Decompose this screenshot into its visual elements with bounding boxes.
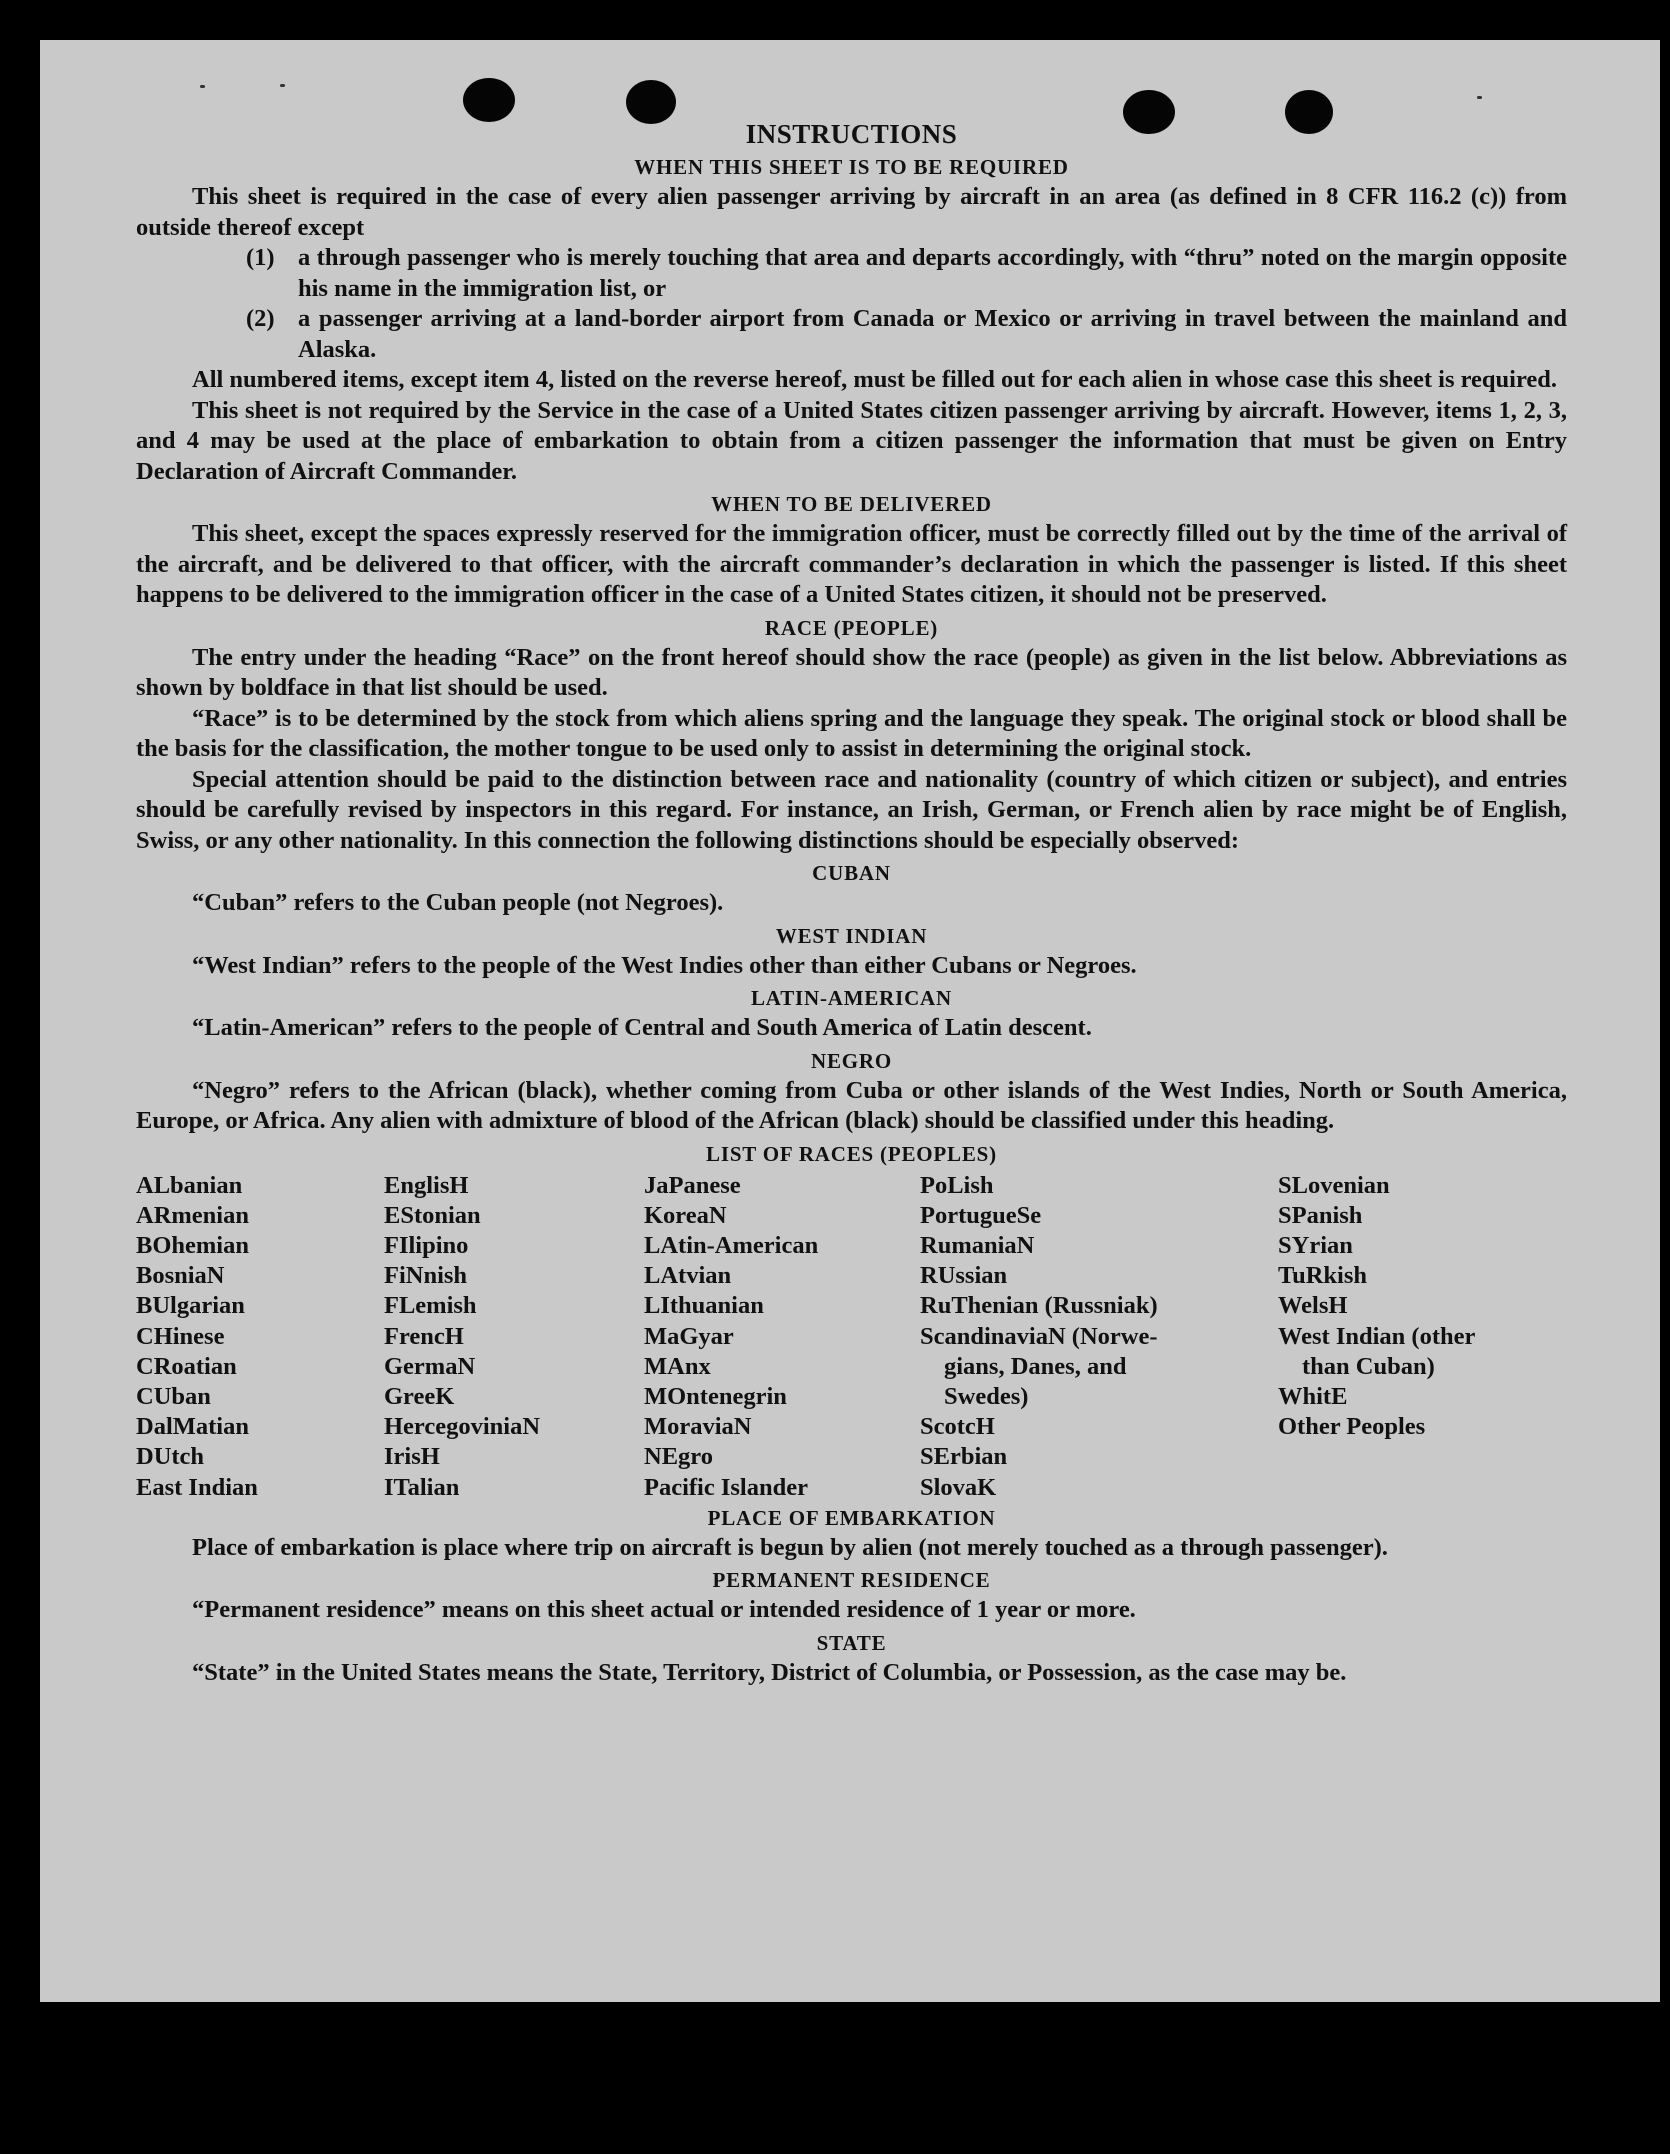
race-item: East Indian (136, 1473, 258, 1501)
race-item: MaGyar (644, 1322, 734, 1350)
race-item: PoLish (920, 1171, 994, 1199)
race-item: FiNnish (384, 1262, 468, 1290)
races-column (1278, 1171, 1475, 1443)
race-item: FrencH (384, 1322, 464, 1350)
races-column (384, 1171, 540, 1503)
race-item: BUlgarian (136, 1292, 245, 1320)
race-item: CUban (136, 1382, 211, 1410)
dust-speck (200, 85, 205, 88)
race-item: GermaN (384, 1352, 476, 1380)
race-item: CHinese (136, 1322, 225, 1350)
list-item (246, 304, 1567, 365)
paragraph: This sheet is required in the case of every alien passenger arriving by aircraft in an area (as defined in 8 CFR 116.2 (c)) from outside thereof except (136, 183, 1567, 241)
races-column (644, 1171, 818, 1503)
race-item: ScotcH (920, 1413, 995, 1441)
race-item: West Indian (other (1278, 1322, 1476, 1350)
race-item: IrisH (384, 1443, 440, 1471)
heading-cuban: CUBAN (812, 861, 891, 885)
paragraph: Special attention should be paid to the distinction between race and nationality (country of which citizen or subject), and entries should be carefully revised by inspectors in this regard. For instance, an Irish, German, or French alien by race might be of English, Swiss, or any other nationality. In this connection the following distinctions should be especially observed: (136, 765, 1567, 854)
page-title: INSTRUCTIONS (745, 119, 958, 149)
item-text: a through passenger who is merely touching that area and departs accordingly, with “thru” noted on the margin opposite his name in the immigration list, or (298, 244, 1567, 302)
race-item: NEgro (644, 1443, 713, 1471)
race-item: CRoatian (136, 1352, 237, 1380)
race-item: EnglisH (384, 1171, 469, 1199)
heading-permanent-residence: PERMANENT RESIDENCE (712, 1568, 991, 1592)
instructions-text (136, 118, 1567, 1688)
paragraph: “West Indian” refers to the people of the West Indies other than either Cubans or Negroes. (192, 951, 1137, 979)
paragraph: “Negro” refers to the African (black), whether coming from Cuba or other islands of the West Indies, North or South America, Europe, or Africa. Any alien with admixture of blood of the African (black) should be classified under this heading. (136, 1076, 1567, 1134)
item-number: (1) (246, 244, 275, 271)
punch-hole (463, 78, 515, 122)
heading-race: RACE (PEOPLE) (764, 615, 939, 640)
race-item: ITalian (384, 1473, 460, 1501)
race-item: SYrian (1278, 1231, 1353, 1259)
race-item: RUssian (920, 1262, 1008, 1290)
heading-list-of-races: LIST OF RACES (PEOPLES) (706, 1141, 997, 1166)
race-item: WhitE (1278, 1382, 1348, 1410)
race-item: RumaniaN (920, 1231, 1035, 1259)
race-item: JaPanese (644, 1171, 741, 1199)
paragraph: All numbered items, except item 4, listed on the reverse hereof, must be filled out for each alien in whose case this sheet is required. (192, 366, 1558, 393)
race-item: Swedes) (944, 1382, 1029, 1410)
race-item: TuRkish (1278, 1262, 1368, 1290)
item-text: a passenger arriving at a land-border airport from Canada or Mexico or arriving in travel between the mainland and Alaska. (298, 305, 1567, 363)
race-item: PortugueSe (920, 1201, 1042, 1229)
race-item: MoraviaN (644, 1413, 752, 1441)
race-item: DalMatian (136, 1413, 249, 1441)
heading-negro: NEGRO (810, 1048, 892, 1073)
paragraph: “Cuban” refers to the Cuban people (not Negroes). (192, 889, 724, 916)
races-list (136, 1171, 1567, 1501)
race-item: ALbanian (136, 1171, 243, 1199)
heading-state: STATE (816, 1630, 887, 1655)
heading-when-delivered: WHEN TO BE DELIVERED (711, 492, 992, 516)
paragraph: This sheet, except the spaces expressly reserved for the immigration officer, must be correctly filled out by the time of the arrival of the aircraft, and be delivered to that officer, with the aircraft commander’s declaration in which the passenger is listed. If this sheet happens to be delivered to the immigration officer in the case of a United States citizen, it should not be preserved. (136, 520, 1567, 608)
heading-place-of-embarkation: PLACE OF EMBARKATION (707, 1505, 996, 1530)
document-sheet (40, 40, 1660, 2002)
race-item: ScandinaviaN (Norwe- (920, 1322, 1158, 1350)
race-item: KoreaN (644, 1201, 727, 1229)
race-item: Pacific Islander (644, 1473, 808, 1501)
heading-west-indian: WEST INDIAN (775, 923, 928, 948)
race-item: EStonian (384, 1201, 481, 1229)
races-column (136, 1171, 258, 1503)
race-item: than Cuban) (1302, 1352, 1435, 1380)
list-item (246, 243, 1567, 304)
paragraph: “Race” is to be determined by the stock from which aliens spring and the language they speak. The original stock or blood shall be the basis for the classification, the mother tongue to be used only to assist in determining the original stock. (136, 704, 1567, 762)
paragraph: “Latin-American” refers to the people of Central and South America of Latin descent. (192, 1014, 1092, 1041)
race-item: DUtch (136, 1443, 205, 1471)
races-column (920, 1171, 1158, 1503)
race-item: FLemish (384, 1292, 477, 1320)
paragraph: The entry under the heading “Race” on the front hereof should show the race (people) as given in the list below. Abbreviations as shown by boldface in that list should be used. (136, 643, 1567, 701)
paragraph: This sheet is not required by the Service in the case of a United States citizen passenger arriving by aircraft. However, items 1, 2, 3, and 4 may be used at the place of embarkation to obtain from a citizen passenger the information that must be given on Entry Declaration of Aircraft Commander. (136, 396, 1567, 485)
race-item: SErbian (920, 1443, 1008, 1471)
race-item: GreeK (384, 1382, 455, 1410)
item-number: (2) (246, 305, 275, 332)
race-item: LAtvian (644, 1262, 732, 1290)
race-item: BosniaN (136, 1262, 225, 1290)
race-item: BOhemian (136, 1231, 249, 1259)
race-item: SlovaK (920, 1473, 997, 1501)
race-item: RuThenian (Russniak) (920, 1292, 1158, 1320)
race-item: SLovenian (1278, 1171, 1390, 1199)
race-item: LIthuanian (644, 1292, 764, 1320)
race-item: ARmenian (136, 1201, 249, 1229)
race-item: MAnx (644, 1352, 711, 1380)
race-item: FIlipino (384, 1231, 469, 1259)
race-item: Other Peoples (1278, 1413, 1426, 1441)
race-item: SPanish (1278, 1201, 1363, 1229)
race-item: LAtin-American (644, 1231, 819, 1259)
paragraph: “State” in the United States means the State, Territory, District of Columbia, or Possession, as the case may be. (192, 1658, 1347, 1686)
race-item: MOntenegrin (644, 1382, 787, 1410)
dust-speck (280, 84, 285, 87)
race-item: gians, Danes, and (944, 1352, 1127, 1380)
paragraph: “Permanent residence” means on this sheet actual or intended residence of 1 year or more. (192, 1596, 1136, 1623)
race-item: HercegoviniaN (384, 1413, 541, 1441)
heading-when-required: WHEN THIS SHEET IS TO BE REQUIRED (634, 155, 1069, 179)
paragraph: Place of embarkation is place where trip on aircraft is begun by alien (not merely touched as a through passenger). (192, 1533, 1388, 1561)
race-item: WelsH (1278, 1292, 1348, 1320)
dust-speck (1477, 96, 1482, 99)
heading-latin-american: LATIN-AMERICAN (751, 986, 952, 1010)
